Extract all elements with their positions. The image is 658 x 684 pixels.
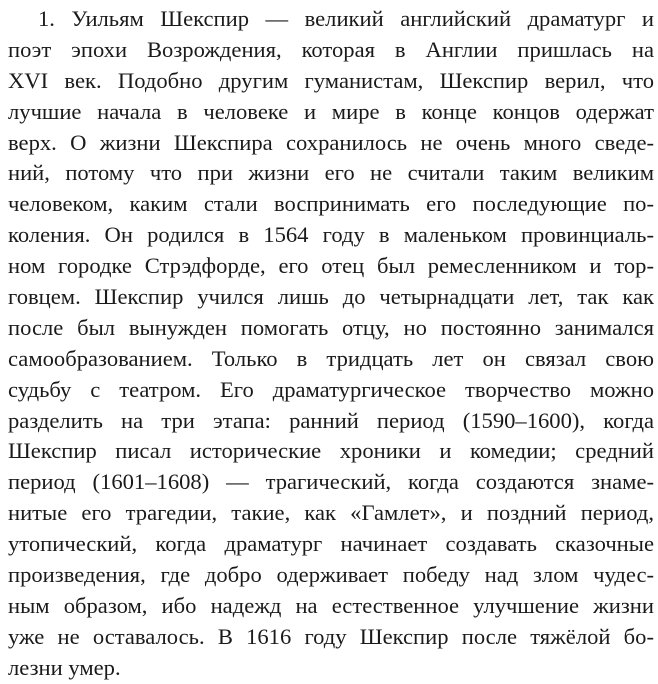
text-line: уже не оставалось. В 1616 году Шекспир после тяжёлой бо- — [8, 623, 654, 649]
text-line: 1. Уильям Шекспир — великий английский драматург и — [38, 6, 654, 31]
text-line: верх. О жизни Шекспира сохранилось не очень много сведе- — [8, 129, 654, 155]
text-line: лезни умер. — [8, 654, 121, 680]
text-line: произведения, где добро одерживает победу над злом чудес- — [8, 562, 654, 588]
text-line: судьбу с театром. Его драматургическое творчество можно — [8, 376, 654, 402]
text-line: ным образом, ибо надежд на естественное улучшение жизни — [8, 592, 654, 618]
text-line: утопический, когда драматург начинает создавать сказочные — [8, 531, 654, 557]
text-line: самообразованием. Только в тридцать лет он связал свою — [8, 345, 654, 371]
text-line: ний, потому что при жизни его не считали таким великим — [8, 160, 654, 186]
text-line: коления. Он родился в 1564 году в маленьком провинциаль- — [8, 222, 654, 248]
text-line: разделить на три этапа: ранний период (1590–1600), когда — [8, 407, 654, 433]
document-page — [8, 4, 654, 684]
text-line: ном городке Стрэдфорде, его отец был ремесленником и тор- — [8, 253, 654, 279]
text-line: период (1601–1608) — трагический, когда создаются знаме- — [8, 469, 654, 495]
text-line: поэт эпохи Возрождения, которая в Англии пришлась на — [8, 36, 654, 62]
text-line: Шекспир писал исторические хроники и комедии; средний — [8, 438, 654, 464]
text-line: после был вынужден помогать отцу, но постоянно занимался — [8, 314, 654, 340]
paragraph — [8, 4, 654, 684]
text-line: лучшие начала в человеке и мире в конце концов одержат — [8, 98, 654, 124]
text-line: XVI век. Подобно другим гуманистам, Шекспир верил, что — [8, 67, 654, 93]
text-line: говцем. Шекспир учился лишь до четырнадцати лет, так как — [8, 284, 654, 310]
text-line: человеком, каким стали воспринимать его последующие по- — [8, 191, 654, 217]
text-line: нитые его трагедии, такие, как «Гамлет», и поздний период, — [8, 500, 654, 526]
